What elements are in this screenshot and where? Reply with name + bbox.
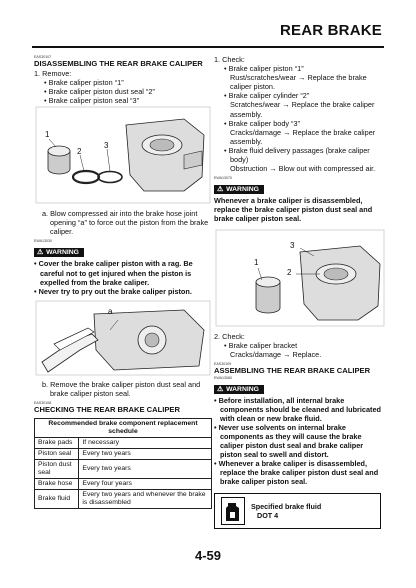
callout-label: 3 <box>290 240 295 250</box>
step-text: 1. Remove: <box>34 68 72 78</box>
warning-code: EWA13030 <box>34 239 53 244</box>
warning-bullet: • Never try to pry out the brake caliper piston. <box>34 286 192 296</box>
table-cell: Brake hose <box>35 478 79 489</box>
warning-badge: ⚠ WARNING <box>214 385 264 394</box>
page-title: REAR BRAKE <box>279 22 382 39</box>
header-rule <box>32 46 384 48</box>
section-heading: DISASSEMBLING THE REAR BRAKE CALIPER <box>34 59 203 68</box>
table-cell: Brake pads <box>35 437 79 448</box>
check-detail: Rust/scratches/wear → Replace the brake caliper piston. <box>230 73 367 92</box>
table-cell: Piston dust seal <box>35 459 79 478</box>
callout-label: a <box>108 306 113 316</box>
section-heading: CHECKING THE REAR BRAKE CALIPER <box>34 405 180 415</box>
section-heading: ASSEMBLING THE REAR BRAKE CALIPER <box>214 365 371 375</box>
warning-icon: ⚠ <box>217 385 224 393</box>
section-code: EAS30108 <box>34 401 52 406</box>
page-number: 4-59 <box>194 548 222 563</box>
figure-caliper-check <box>214 228 386 328</box>
figure-caliper-parts <box>34 105 212 205</box>
table-cell: Every two years <box>79 448 212 459</box>
table-cell: Brake fluid <box>35 489 79 508</box>
section-code: EAS30107 <box>34 55 52 59</box>
caliper-check-illustration <box>214 228 386 328</box>
table-row <box>35 459 212 478</box>
table-row <box>35 448 212 459</box>
check-item: • Brake fluid delivery passages (brake caliper body) <box>224 145 370 165</box>
warning-code: EWA13070 <box>214 176 233 181</box>
warning-badge: ⚠ WARNING <box>34 248 84 257</box>
warning-text: Whenever a brake caliper is disassembled, replace the brake caliper piston dust seal and brake caliper piston seal. <box>214 196 373 224</box>
warning-bullet: • Cover the brake caliper piston with a rag. Be careful not to get injured when the piston is expelled from the brake caliper. <box>34 259 193 287</box>
table-row <box>35 489 212 508</box>
bullet-item: • Brake caliper piston dust seal “2” <box>44 86 155 96</box>
table-cell: Every two years <box>79 459 212 478</box>
table-cell: Every two years and whenever the brake is disassembled <box>79 489 212 508</box>
left-column <box>34 55 212 509</box>
table-cell: If necessary <box>79 437 212 448</box>
piston-removal-illustration <box>34 300 212 376</box>
step-text: 1. Check: <box>214 55 245 64</box>
warning-bullet: • Never use solvents on internal brake components as they will cause the brake caliper piston dust seal and brake caliper piston seal to swell and distort. <box>214 422 364 460</box>
specified-fluid-box <box>214 493 381 529</box>
check-detail: Obstruction → Blow out with compressed air. <box>230 164 376 174</box>
callout-label: 3 <box>104 141 109 151</box>
callout-label: 1 <box>254 257 259 267</box>
fluid-value: DOT 4 <box>257 510 279 520</box>
warning-bullet: • Whenever a brake caliper is disassembled, replace the brake caliper piston dust seal and brake caliper piston seal. <box>214 459 379 487</box>
section-code: EAS30109 <box>214 361 232 366</box>
figure-piston-removal <box>34 300 212 376</box>
bullet-item: • Brake caliper piston “1” <box>44 77 124 87</box>
check-item: • Brake caliper body “3” <box>224 118 300 128</box>
step-text: 2. Check: <box>214 331 245 341</box>
check-item: • Brake caliper bracket <box>224 340 298 350</box>
check-item: • Brake caliper cylinder “2” <box>224 91 310 101</box>
table-row <box>35 478 212 489</box>
caliper-parts-illustration <box>34 105 212 205</box>
table-header: Recommended brake component replacement schedule <box>35 418 212 437</box>
check-item: • Brake caliper piston “1” <box>224 64 304 74</box>
callout-label: 2 <box>77 147 82 157</box>
step-text: a. Blow compressed air into the brake hose joint opening “a” to force out the piston from the brake caliper. <box>42 209 209 237</box>
fluid-spec <box>251 502 321 520</box>
warning-code: EWA13080 <box>214 375 233 380</box>
replacement-schedule-table <box>34 418 212 509</box>
warning-icon: ⚠ <box>217 186 224 194</box>
bullet-item: • Brake caliper piston seal “3” <box>44 96 140 106</box>
callout-label: 1 <box>45 130 50 140</box>
check-detail: Cracks/damage → Replace. <box>230 349 322 359</box>
check-detail: Scratches/wear → Replace the brake caliper assembly. <box>230 100 375 119</box>
step-text: b. Remove the brake caliper piston dust seal and brake caliper piston seal. <box>42 379 201 398</box>
brake-fluid-icon <box>221 497 245 525</box>
warning-badge: ⚠ WARNING <box>214 185 264 194</box>
table-cell: Every four years <box>79 478 212 489</box>
check-detail: Cracks/damage → Replace the brake caliper assembly. <box>230 127 376 146</box>
warning-icon: ⚠ <box>37 249 44 257</box>
warning-bullet: • Before installation, all internal brake components should be cleaned and lubricated with clean or new brake fluid. <box>214 395 381 423</box>
table-cell: Piston seal <box>35 448 79 459</box>
fluid-title: Specified brake fluid <box>251 501 322 511</box>
callout-label: 2 <box>287 267 292 277</box>
right-column <box>214 55 386 529</box>
table-row <box>35 437 212 448</box>
